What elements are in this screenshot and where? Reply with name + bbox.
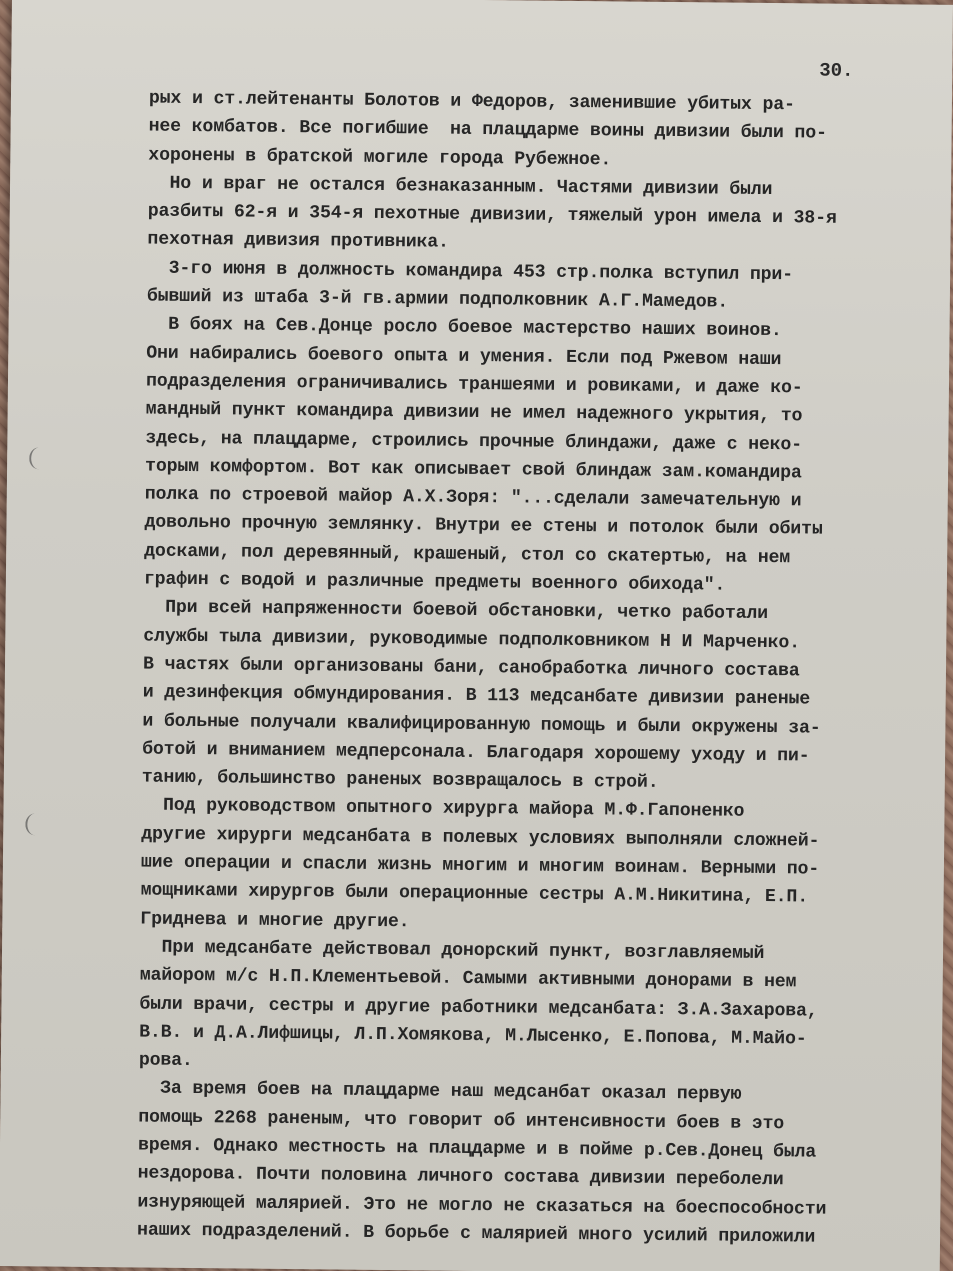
text-line: При всей напряженности боевой обстановки, четко работали bbox=[143, 597, 769, 625]
text-line: изнуряющей малярией. Это не могло не сказаться на боеспособности bbox=[137, 1192, 827, 1220]
text-line: мандный пункт командира дивизии не имел надежного укрытия, то bbox=[145, 399, 803, 427]
text-line: Гриднева и многие другие. bbox=[140, 909, 410, 932]
text-line: хоронены в братской могиле города Рубежное. bbox=[148, 145, 612, 170]
text-line: ботой и вниманием медперсонала. Благодаря хорошему уходу и пи- bbox=[142, 739, 810, 767]
text-line: рых и ст.лейтенанты Болотов и Федоров, заменившие убитых ра- bbox=[148, 88, 795, 116]
text-line: Они набирались боевого опыта и умения. Если под Ржевом наши bbox=[146, 343, 782, 370]
text-line: майором м/с Н.П.Клементьевой. Самыми активными донорами в нем bbox=[139, 965, 797, 993]
text-line: подразделения ограничивались траншеями и ровиками, и даже ко- bbox=[145, 371, 803, 399]
binder-hole-bottom bbox=[25, 813, 45, 835]
binder-hole-top bbox=[29, 447, 49, 469]
text-line: За время боев на плацдарме наш медсанбат оказал первую bbox=[138, 1078, 742, 1106]
text-line: наших подразделений. В борьбе с малярией много усилий приложили bbox=[136, 1220, 816, 1248]
text-line: нее комбатов. Все погибшие на плацдарме воины дивизии были по- bbox=[148, 116, 827, 144]
text-line: Но и враг не остался безнаказанным. Частями дивизии были bbox=[147, 173, 773, 200]
text-line: нездорова. Почти половина личного состава дивизии переболели bbox=[137, 1163, 784, 1191]
text-line: В боях на Сев.Донце росло боевое мастерство наших воинов. bbox=[146, 314, 782, 342]
text-line: службы тыла дивизии, руководимые подполковником Н И Марченко. bbox=[143, 626, 801, 653]
text-line: помощь 2268 раненым, что говорит об интенсивности боев в это bbox=[138, 1107, 785, 1134]
text-line: довольно прочную землянку. Внутри ее стены и потолок были обиты bbox=[144, 512, 823, 541]
text-line: и больные получали квалифицированную помощь и были окружены за- bbox=[142, 711, 821, 739]
text-line: и дезинфекция обмундирования. В 113 медсанбате дивизии раненые bbox=[142, 682, 811, 710]
text-line: время. Однако местность на плацдарме и в пойме р.Сев.Донец была bbox=[137, 1135, 817, 1163]
text-line: В частях были организованы бани, санобработка личного состава bbox=[142, 654, 800, 682]
body-text bbox=[137, 85, 905, 1253]
text-line: торым комфортом. Вот как описывает свой блиндаж зам.командира bbox=[144, 456, 802, 484]
text-line: графин с водой и различные предметы военного обихода". bbox=[143, 569, 726, 596]
page-number: 30. bbox=[819, 59, 854, 82]
text-line: рова. bbox=[138, 1050, 193, 1072]
text-line: шие операции и спасли жизнь многим и многим воинам. Верными по- bbox=[140, 852, 820, 880]
text-line: танию, большинство раненых возвращалось в строй. bbox=[141, 767, 659, 794]
text-line: мощниками хирургов были операционные сестры А.М.Никитина, Е.П. bbox=[140, 880, 809, 908]
text-line: В.В. и Д.А.Лифшицы, Л.П.Хомякова, М.Лысенко, Е.Попова, М.Майо- bbox=[139, 1022, 807, 1050]
text-line: полка по строевой майор А.Х.Зоря: "...сделали замечательную и bbox=[144, 484, 802, 512]
text-line: другие хирурги медсанбата в полевых условиях выполняли сложней- bbox=[141, 824, 820, 852]
text-line: Под руководством опытного хирурга майора М.Ф.Гапоненко bbox=[141, 795, 745, 823]
text-line: 3-го июня в должность командира 453 стр.полка вступил при- bbox=[147, 258, 794, 286]
text-line: пехотная дивизия противника. bbox=[147, 229, 449, 254]
text-line: При медсанбате действовал донорский пункт, возглавляемый bbox=[139, 937, 765, 964]
text-line: были врачи, сестры и другие работники медсанбата: З.А.Захарова, bbox=[139, 993, 818, 1022]
text-line: здесь, на плацдарме, строились прочные блиндажи, даже с неко- bbox=[145, 428, 803, 455]
text-line: досками, пол деревянный, крашеный, стол со скатертью, на нем bbox=[144, 541, 791, 569]
text-line: разбиты 62-я и 354-я пехотные дивизии, тяжелый урон имела и 38-я bbox=[147, 201, 837, 229]
text-line: бывший из штаба 3-й гв.армии подполковник А.Г.Мамедов. bbox=[146, 286, 729, 313]
